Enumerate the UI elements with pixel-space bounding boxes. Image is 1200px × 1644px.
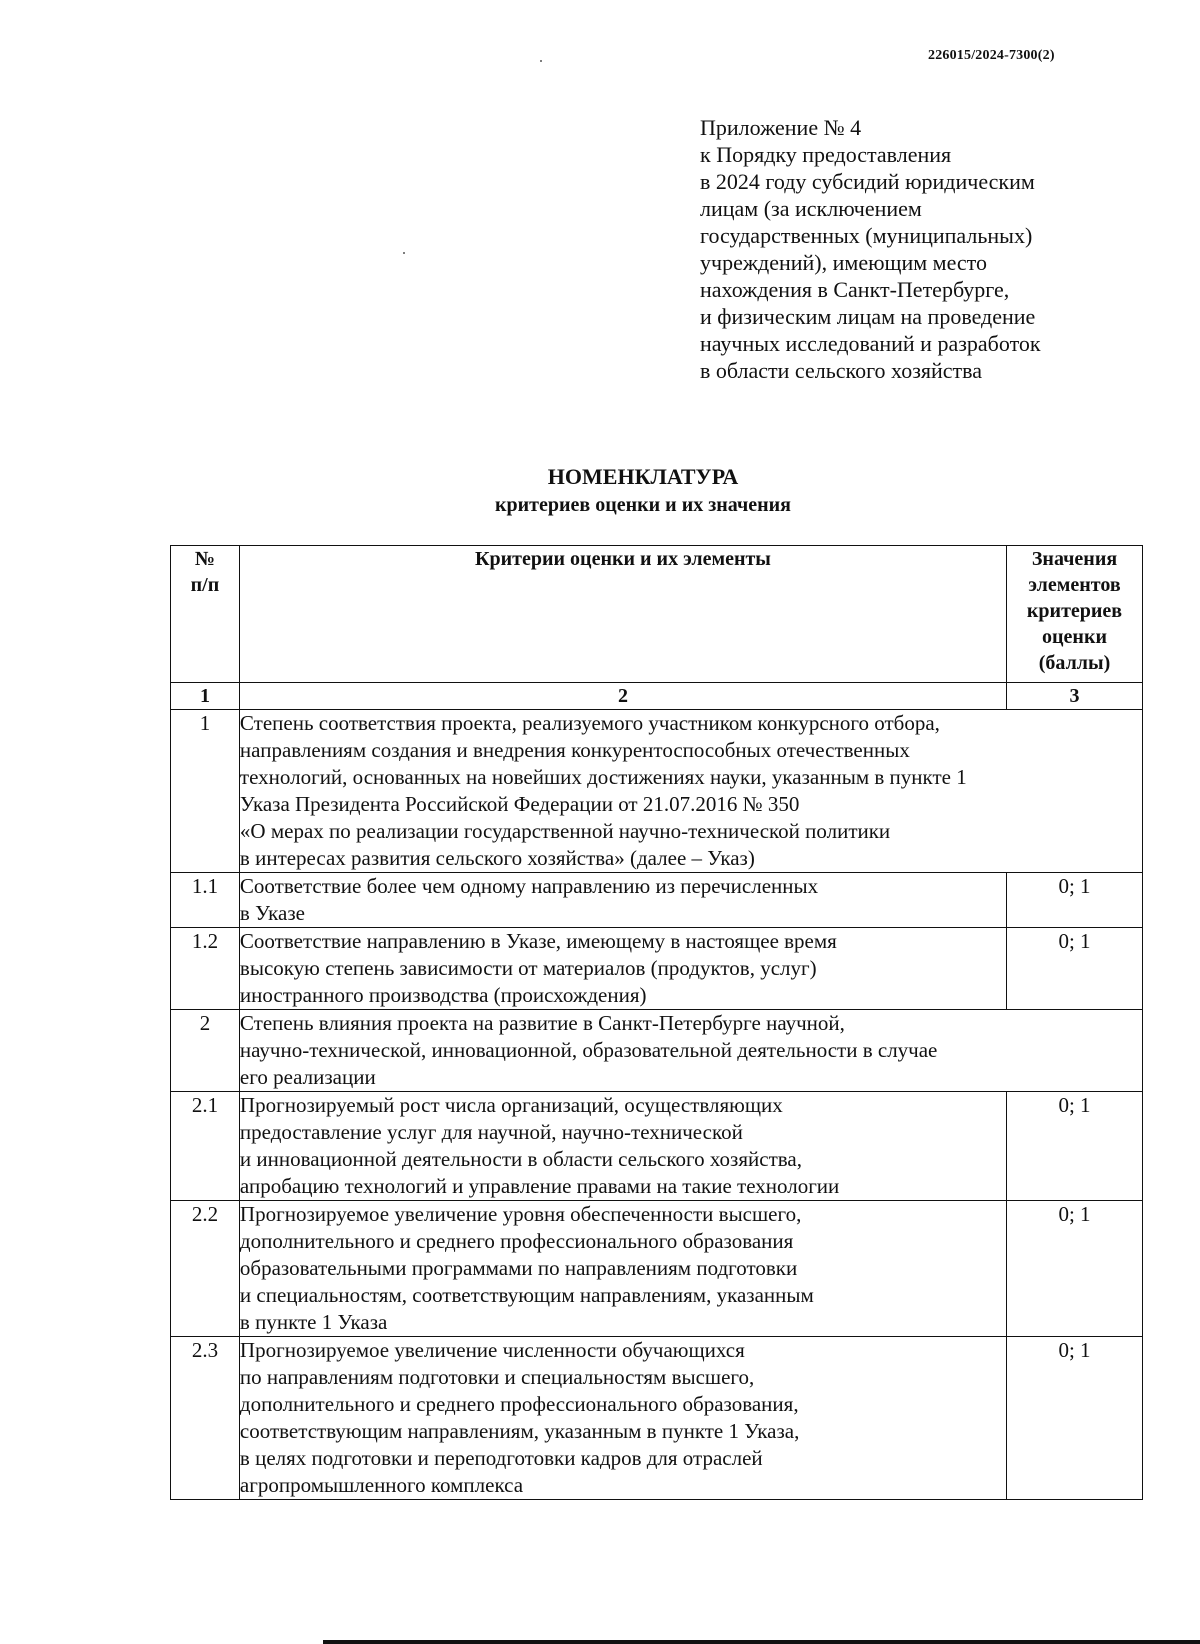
column-number: 3	[1007, 683, 1143, 710]
appendix-line: научных исследований и разработок	[700, 331, 1041, 356]
column-numbers-row	[171, 683, 1143, 710]
criterion-line: научно-технической, инновационной, образовательной деятельности в случае	[239, 1038, 938, 1062]
criterion-line: дополнительного и среднего профессионального образования	[239, 1229, 794, 1253]
row-number: 2	[171, 1010, 240, 1092]
table-header-row	[171, 546, 1143, 683]
appendix-line: в 2024 году субсидий юридическим	[700, 169, 1035, 194]
appendix-line: и физическим лицам на проведение	[700, 304, 1036, 329]
criterion-line: Степень влияния проекта на развитие в Санкт-Петербурге научной,	[239, 1011, 845, 1035]
criterion-line: по направлениям подготовки и специальностям высшего,	[239, 1365, 755, 1389]
header-number	[171, 546, 240, 683]
appendix-line: учреждений), имеющим место	[700, 250, 987, 275]
criterion-line: в интересах развития сельского хозяйства» (далее – Указ)	[239, 846, 755, 870]
scan-speck	[540, 60, 542, 62]
page-bottom-rule	[323, 1640, 1200, 1644]
criterion-line: «О мерах по реализации государственной научно-технической политики	[239, 819, 891, 843]
row-number: 2.1	[171, 1092, 240, 1201]
row-value: 0; 1	[1007, 1337, 1143, 1500]
appendix-line: государственных (муниципальных)	[700, 223, 1033, 248]
column-number: 2	[239, 683, 1006, 710]
criterion-line: образовательными программами по направлениям подготовки	[239, 1256, 798, 1280]
header-values-line: элементов	[1028, 574, 1121, 596]
row-criterion	[239, 710, 1142, 873]
document-subtitle: критериев оценки и их значения	[495, 494, 791, 516]
table-row	[171, 1201, 1143, 1337]
row-criterion	[239, 873, 1006, 928]
row-number: 1.2	[171, 928, 240, 1010]
criterion-line: Прогнозируемое увеличение численности обучающихся	[239, 1338, 745, 1362]
table-row	[171, 710, 1143, 873]
row-value: 0; 1	[1007, 928, 1143, 1010]
criterion-line: и инновационной деятельности в области сельского хозяйства,	[239, 1147, 802, 1171]
row-criterion	[239, 1337, 1006, 1500]
appendix-line: нахождения в Санкт-Петербурге,	[700, 277, 1010, 302]
row-criterion	[239, 928, 1006, 1010]
row-number: 1	[171, 710, 240, 873]
row-criterion	[239, 1010, 1142, 1092]
header-values-line: оценки	[1042, 626, 1107, 648]
appendix-block	[700, 114, 1041, 384]
row-number: 1.1	[171, 873, 240, 928]
header-criteria: Критерии оценки и их элементы	[239, 546, 1006, 683]
scan-speck	[403, 252, 405, 254]
row-number: 2.2	[171, 1201, 240, 1337]
criterion-line: и специальностям, соответствующим направлениям, указанным	[239, 1283, 814, 1307]
table-row	[171, 1092, 1143, 1201]
criterion-line: иностранного производства (происхождения)	[239, 983, 647, 1007]
criterion-line: апробацию технологий и управление правами на такие технологии	[239, 1174, 840, 1198]
table-row	[171, 1010, 1143, 1092]
header-values-line: (баллы)	[1038, 652, 1111, 674]
criterion-line: Соответствие направлению в Указе, имеющему в настоящее время	[239, 929, 837, 953]
criterion-line: в Указе	[239, 901, 305, 925]
appendix-line: к Порядку предоставления	[700, 142, 952, 167]
criteria-table	[170, 545, 1143, 1500]
criterion-line: соответствующим направлениям, указанным в пункте 1 Указа,	[239, 1419, 800, 1443]
row-value: 0; 1	[1007, 1092, 1143, 1201]
header-values-line: Значения	[1031, 548, 1118, 570]
table-row	[171, 1337, 1143, 1500]
table-row	[171, 928, 1143, 1010]
criterion-line: Прогнозируемое увеличение уровня обеспеченности высшего,	[239, 1202, 802, 1226]
criterion-line: направлениям создания и внедрения конкурентоспособных отечественных	[239, 738, 910, 762]
criterion-line: Степень соответствия проекта, реализуемого участником конкурсного отбора,	[239, 711, 940, 735]
criterion-line: предоставление услуг для научной, научно-технической	[239, 1120, 743, 1144]
appendix-line: Приложение № 4	[700, 115, 862, 140]
row-criterion	[239, 1201, 1006, 1337]
table-row	[171, 873, 1143, 928]
criterion-line: дополнительного и среднего профессионального образования,	[239, 1392, 799, 1416]
row-value: 0; 1	[1007, 873, 1143, 928]
criterion-line: в пункте 1 Указа	[239, 1310, 388, 1334]
appendix-line: лицам (за исключением	[700, 196, 922, 221]
appendix-line: в области сельского хозяйства	[700, 358, 983, 383]
header-number-line: п/п	[190, 574, 220, 596]
header-values	[1007, 546, 1143, 683]
column-number: 1	[171, 683, 240, 710]
criterion-line: высокую степень зависимости от материалов (продуктов, услуг)	[239, 956, 817, 980]
criterion-line: Указа Президента Российской Федерации от 21.07.2016 № 350	[239, 792, 800, 816]
criterion-line: агропромышленного комплекса	[239, 1473, 524, 1497]
header-values-line: критериев	[1026, 600, 1123, 622]
criterion-line: в целях подготовки и переподготовки кадров для отраслей	[239, 1446, 763, 1470]
criterion-line: Соответствие более чем одному направлению из перечисленных	[239, 874, 819, 898]
header-number-line: №	[194, 548, 216, 570]
document-number: 226015/2024-7300(2)	[928, 48, 1055, 63]
criterion-line: его реализации	[239, 1065, 376, 1089]
criterion-line: технологий, основанных на новейших достижениях науки, указанным в пункте 1	[239, 765, 967, 789]
row-value: 0; 1	[1007, 1201, 1143, 1337]
row-number: 2.3	[171, 1337, 240, 1500]
row-criterion	[239, 1092, 1006, 1201]
criterion-line: Прогнозируемый рост числа организаций, осуществляющих	[239, 1093, 783, 1117]
document-title: НОМЕНКЛАТУРА	[547, 464, 739, 489]
